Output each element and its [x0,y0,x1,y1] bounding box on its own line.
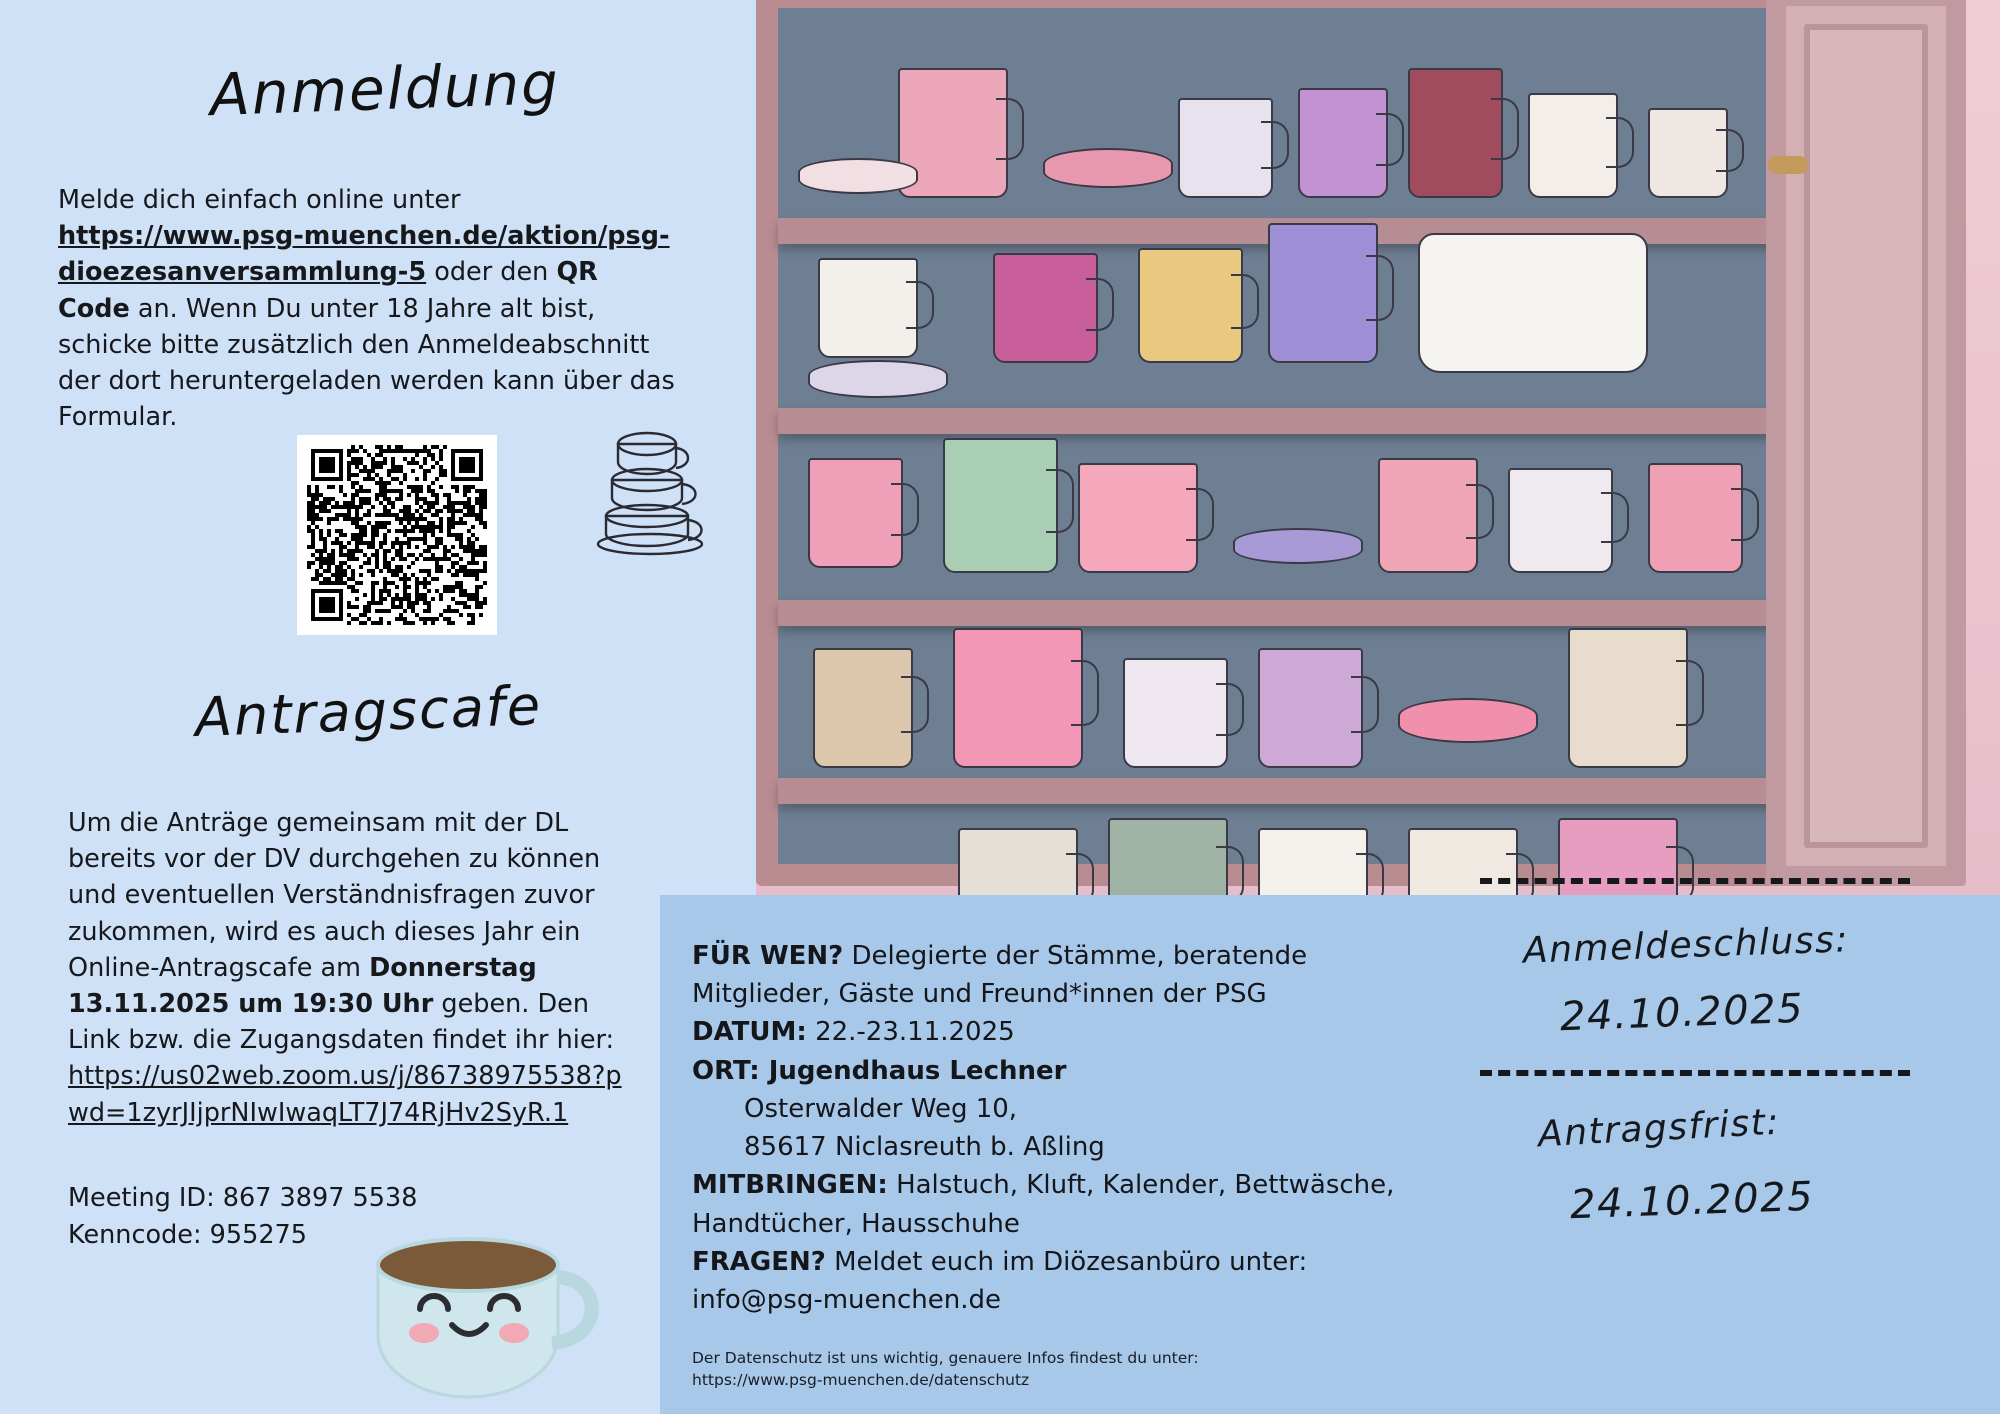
antragscafe-part1: Um die Anträge gemeinsam mit der DL bereits vor der DV durchgehen zu können und eventuellen Verständnisfragen zuvor zukommen, wird es auch dieses Jahr ein Online-Antragscafe am [68,808,601,983]
smiling-cup-illustration [348,1205,638,1405]
label-mitbringen: MITBRINGEN: [692,1170,888,1201]
left-column [0,0,756,1414]
cabinet-frame [756,0,1806,886]
anmeldung-mid2: an. Wenn Du unter 18 Jahre alt bist, schicke bitte zusätzlich den Anmeldeabschnitt der dort heruntergeladen werden kann über das Formular. [58,293,675,433]
shelf-3 [778,600,1784,626]
ort-city: 85617 Niclasreuth b. Aßling [744,1132,1105,1163]
anmeldung-intro: Melde dich einfach online unter [58,185,461,215]
label-fragen: FRAGEN? [692,1246,826,1277]
cup-white-2 [1508,468,1613,573]
value-fragen: Meldet euch im Diözesanbüro unter: [825,1246,1308,1277]
meeting-id: Meeting ID: 867 3897 5538 [68,1183,418,1213]
cabinet-door[interactable] [1766,0,1966,886]
cup-beige [813,648,913,768]
privacy-note [692,1347,1392,1391]
motion-deadline-date: 24.10.2025 [1569,1173,1815,1229]
plate-lilac [808,360,948,398]
registration-link[interactable]: https://www.psg-muenchen.de/aktion/psg-dioezesanversammlung-5 [58,221,670,288]
qr-code[interactable] [297,435,497,635]
cup-green-1 [943,438,1058,573]
cabinet-interior [778,8,1784,864]
qr-code-canvas [307,445,487,625]
cup-periwinkle [1268,223,1378,363]
plate-purple [1233,528,1363,564]
value-fuer-wen: Delegierte der Stämme, beratende Mitglieder, Gäste und Freund*innen der PSG [692,941,1308,1010]
cup-pink-3 [1078,463,1198,573]
cup-envelope [818,258,918,358]
privacy-line-1: Der Datenschutz ist uns wichtig, genauere Infos findest du unter: [692,1349,1199,1367]
registration-deadline-date: 24.10.2025 [1559,985,1805,1041]
registration-deadline-label: Anmeldeschluss: [1522,919,1850,972]
cup-pink-4 [1378,458,1478,573]
cup-white-1 [1178,98,1273,198]
dashed-divider-top [1480,878,1910,884]
shelf-4 [778,778,1784,804]
cup-purple-1 [1298,88,1388,198]
cup-lilac-2 [1258,648,1363,768]
contact-email[interactable]: info@psg-muenchen.de [692,1284,1001,1315]
antragscafe-part2: geben. Den Link bzw. die Zugangsdaten findet ihr hier: [68,989,615,1056]
cup-darkred [1408,68,1503,198]
cabinet-door-panel [1804,24,1928,848]
dashed-divider-middle [1480,1070,1910,1076]
antragscafe-paragraph [68,805,628,1131]
page-title-anmeldung: Anmeldung [208,48,561,130]
plate-pink [1043,148,1173,188]
detail-date [692,1013,1412,1051]
qr-code-bold: QR Code [58,257,598,324]
detail-questions [692,1243,1412,1319]
cup-offwhite-2 [1648,108,1728,198]
plate-cream [798,158,918,194]
door-handle[interactable] [1768,156,1808,174]
shelf-2 [778,408,1784,434]
cup-pink-5 [1648,463,1743,573]
value-datum: 22.-23.11.2025 [806,1017,1015,1048]
detail-bring [692,1166,1412,1242]
event-details [692,937,1412,1319]
cup-white-3 [1123,658,1228,768]
cup-offwhite-1 [1528,93,1618,198]
detail-audience [692,937,1412,1013]
plate-pink-2 [1398,698,1538,743]
cup-pink-6 [953,628,1083,768]
meeting-passcode: Kenncode: 955275 [68,1219,308,1250]
page-title-antragscafe: Antragscafe [194,673,544,750]
zoom-link[interactable]: https://us02web.zoom.us/j/86738975538?pwd=1zyrJIjprNIwIwaqLT7J74RjHv2SyR.1 [68,1061,622,1128]
privacy-link[interactable]: https://www.psg-muenchen.de/datenschutz [692,1371,1030,1389]
antragscafe-date: Donnerstag 13.11.2025 um 19:30 Uhr [68,952,537,1020]
value-ort: Jugendhaus Lechner [759,1055,1067,1086]
anmeldung-mid1: oder den [426,257,557,288]
cup-magenta [993,253,1098,363]
label-fuer-wen: FÜR WEN? [692,941,844,971]
ort-street: Osterwalder Weg 10, [744,1093,1018,1124]
anmeldung-paragraph [58,182,678,435]
detail-location [692,1052,1412,1167]
label-datum: DATUM: [692,1017,807,1048]
cup-mustard [1138,248,1243,363]
cup-tan [1568,628,1688,768]
label-ort: ORT: [692,1055,760,1086]
value-mitbringen: Halstuch, Kluft, Kalender, Bettwäsche, Handtücher, Hausschuhe [692,1170,1395,1239]
motion-deadline-label: Antragsfrist: [1537,1101,1781,1156]
stacked-cups-doodle [590,418,730,558]
teapot-white [1418,233,1648,373]
info-panel [660,895,2000,1414]
cup-pink-2 [808,458,903,568]
